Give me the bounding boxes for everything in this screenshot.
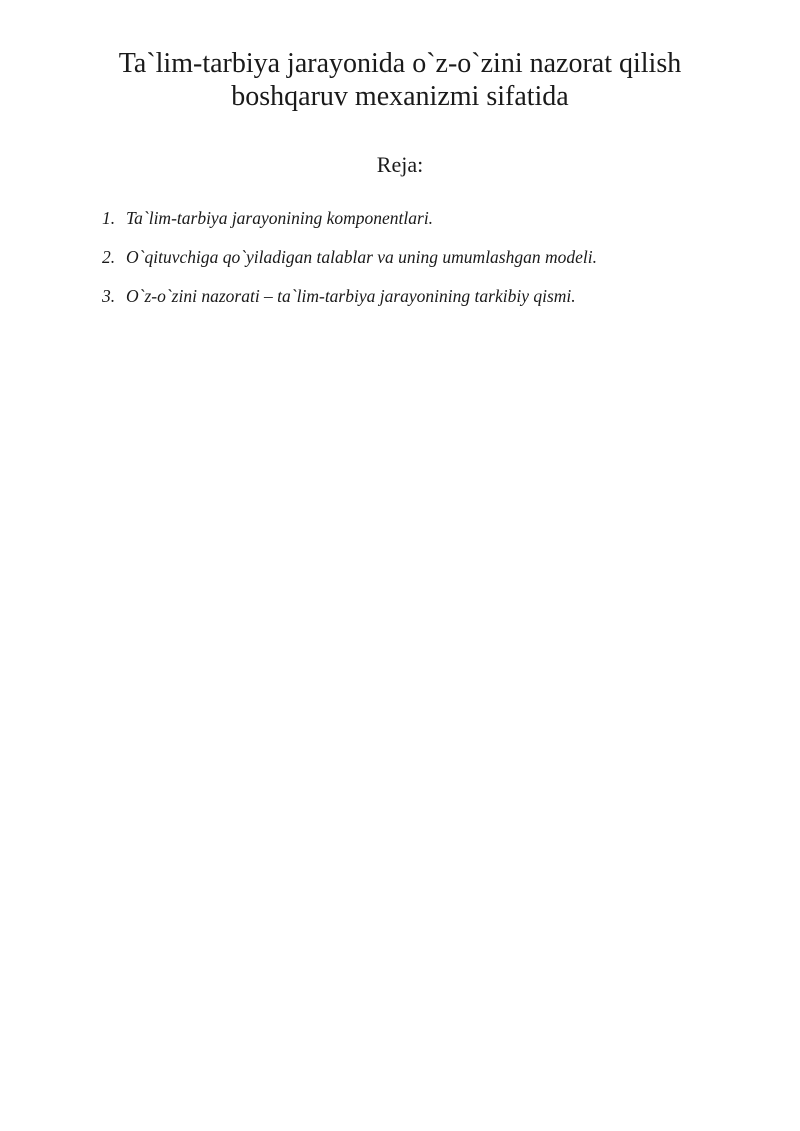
document-title	[60, 47, 740, 113]
document-title-line-1: Ta`lim-tarbiya jarayonida o`z-o`zini nazorat qilish	[118, 48, 682, 79]
plan-item-number: 2.	[102, 247, 116, 267]
plan-item-number: 3.	[102, 286, 116, 306]
plan-item	[102, 207, 742, 229]
plan-item-text: O`qituvchiga qo`yiladigan talablar va uning umumlashgan modeli.	[126, 247, 597, 267]
plan-item-text: O`z-o`zini nazorati – ta`lim-tarbiya jarayonining tarkibiy qismi.	[126, 286, 576, 306]
plan-list	[102, 207, 742, 324]
document-title-line-2: boshqaruv mexanizmi sifatida	[231, 81, 569, 112]
plan-item-number: 1.	[102, 208, 116, 228]
plan-item	[102, 246, 742, 268]
plan-item-text: Ta`lim-tarbiya jarayonining komponentlari.	[126, 208, 434, 228]
plan-item	[102, 285, 742, 307]
plan-heading: Reja:	[376, 152, 424, 177]
